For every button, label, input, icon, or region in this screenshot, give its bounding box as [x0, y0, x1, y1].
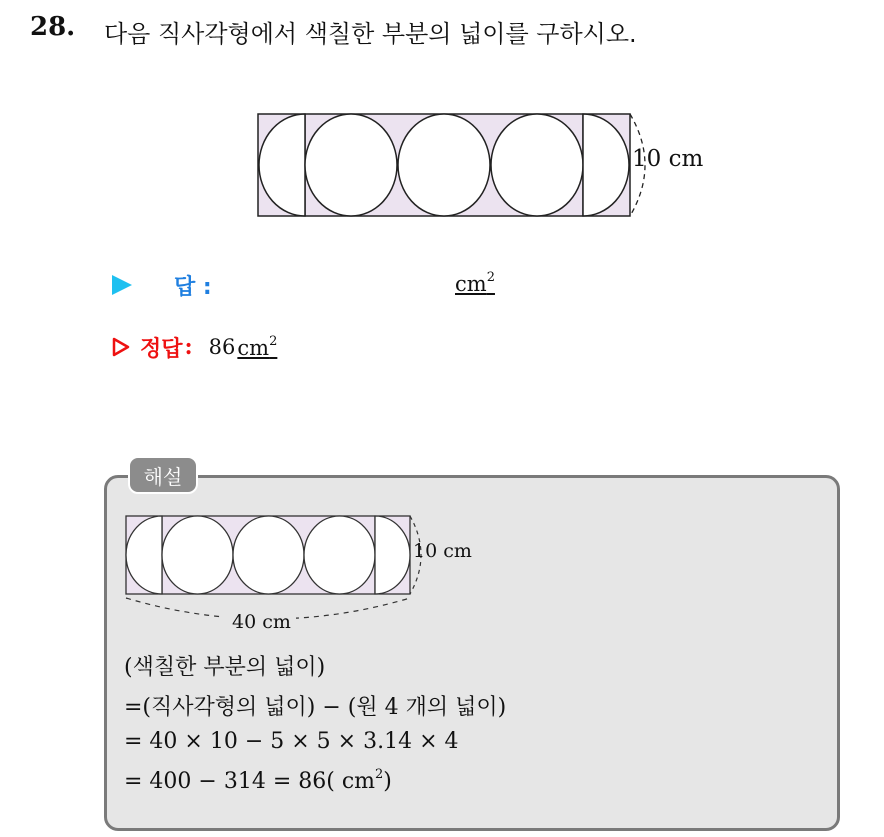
solution-line-2: =(직사각형의 넓이) − (원 4 개의 넓이) — [124, 695, 507, 720]
question-number: 28. — [30, 12, 76, 42]
correct-unit-text: cm — [237, 336, 270, 360]
solution-circle — [233, 516, 304, 594]
correct-answer-colon: : — [184, 334, 193, 360]
solution-width-label: 40 cm — [232, 611, 291, 633]
solution-height-label: 10 cm — [413, 540, 472, 562]
solution-line-1: (색칠한 부분의 넓이) — [124, 655, 326, 680]
correct-unit-exponent: 2 — [269, 334, 278, 349]
solution-result-exponent: 2 — [375, 767, 384, 782]
answer-label: 답 : — [174, 274, 212, 300]
solution-line-4 — [124, 767, 392, 794]
question-text: 다음 직사각형에서 색칠한 부분의 넓이를 구하시오. — [104, 20, 637, 48]
solution-circle — [304, 516, 375, 594]
solution-result-paren: ) — [383, 769, 392, 794]
solution-circle — [162, 516, 233, 594]
solution-result-text: = 400 − 314 = 86( cm — [124, 769, 376, 794]
correct-answer-label: 정답 — [140, 336, 183, 362]
correct-answer-value: 86 — [208, 335, 236, 359]
answer-unit: cm — [455, 272, 487, 296]
answer-unit-exponent: 2 — [486, 270, 495, 285]
solution-tab: 해설 — [128, 456, 198, 494]
figure-height-label: 10 cm — [632, 146, 704, 172]
solution-line-3: = 40 × 10 − 5 × 5 × 3.14 × 4 — [124, 729, 459, 754]
